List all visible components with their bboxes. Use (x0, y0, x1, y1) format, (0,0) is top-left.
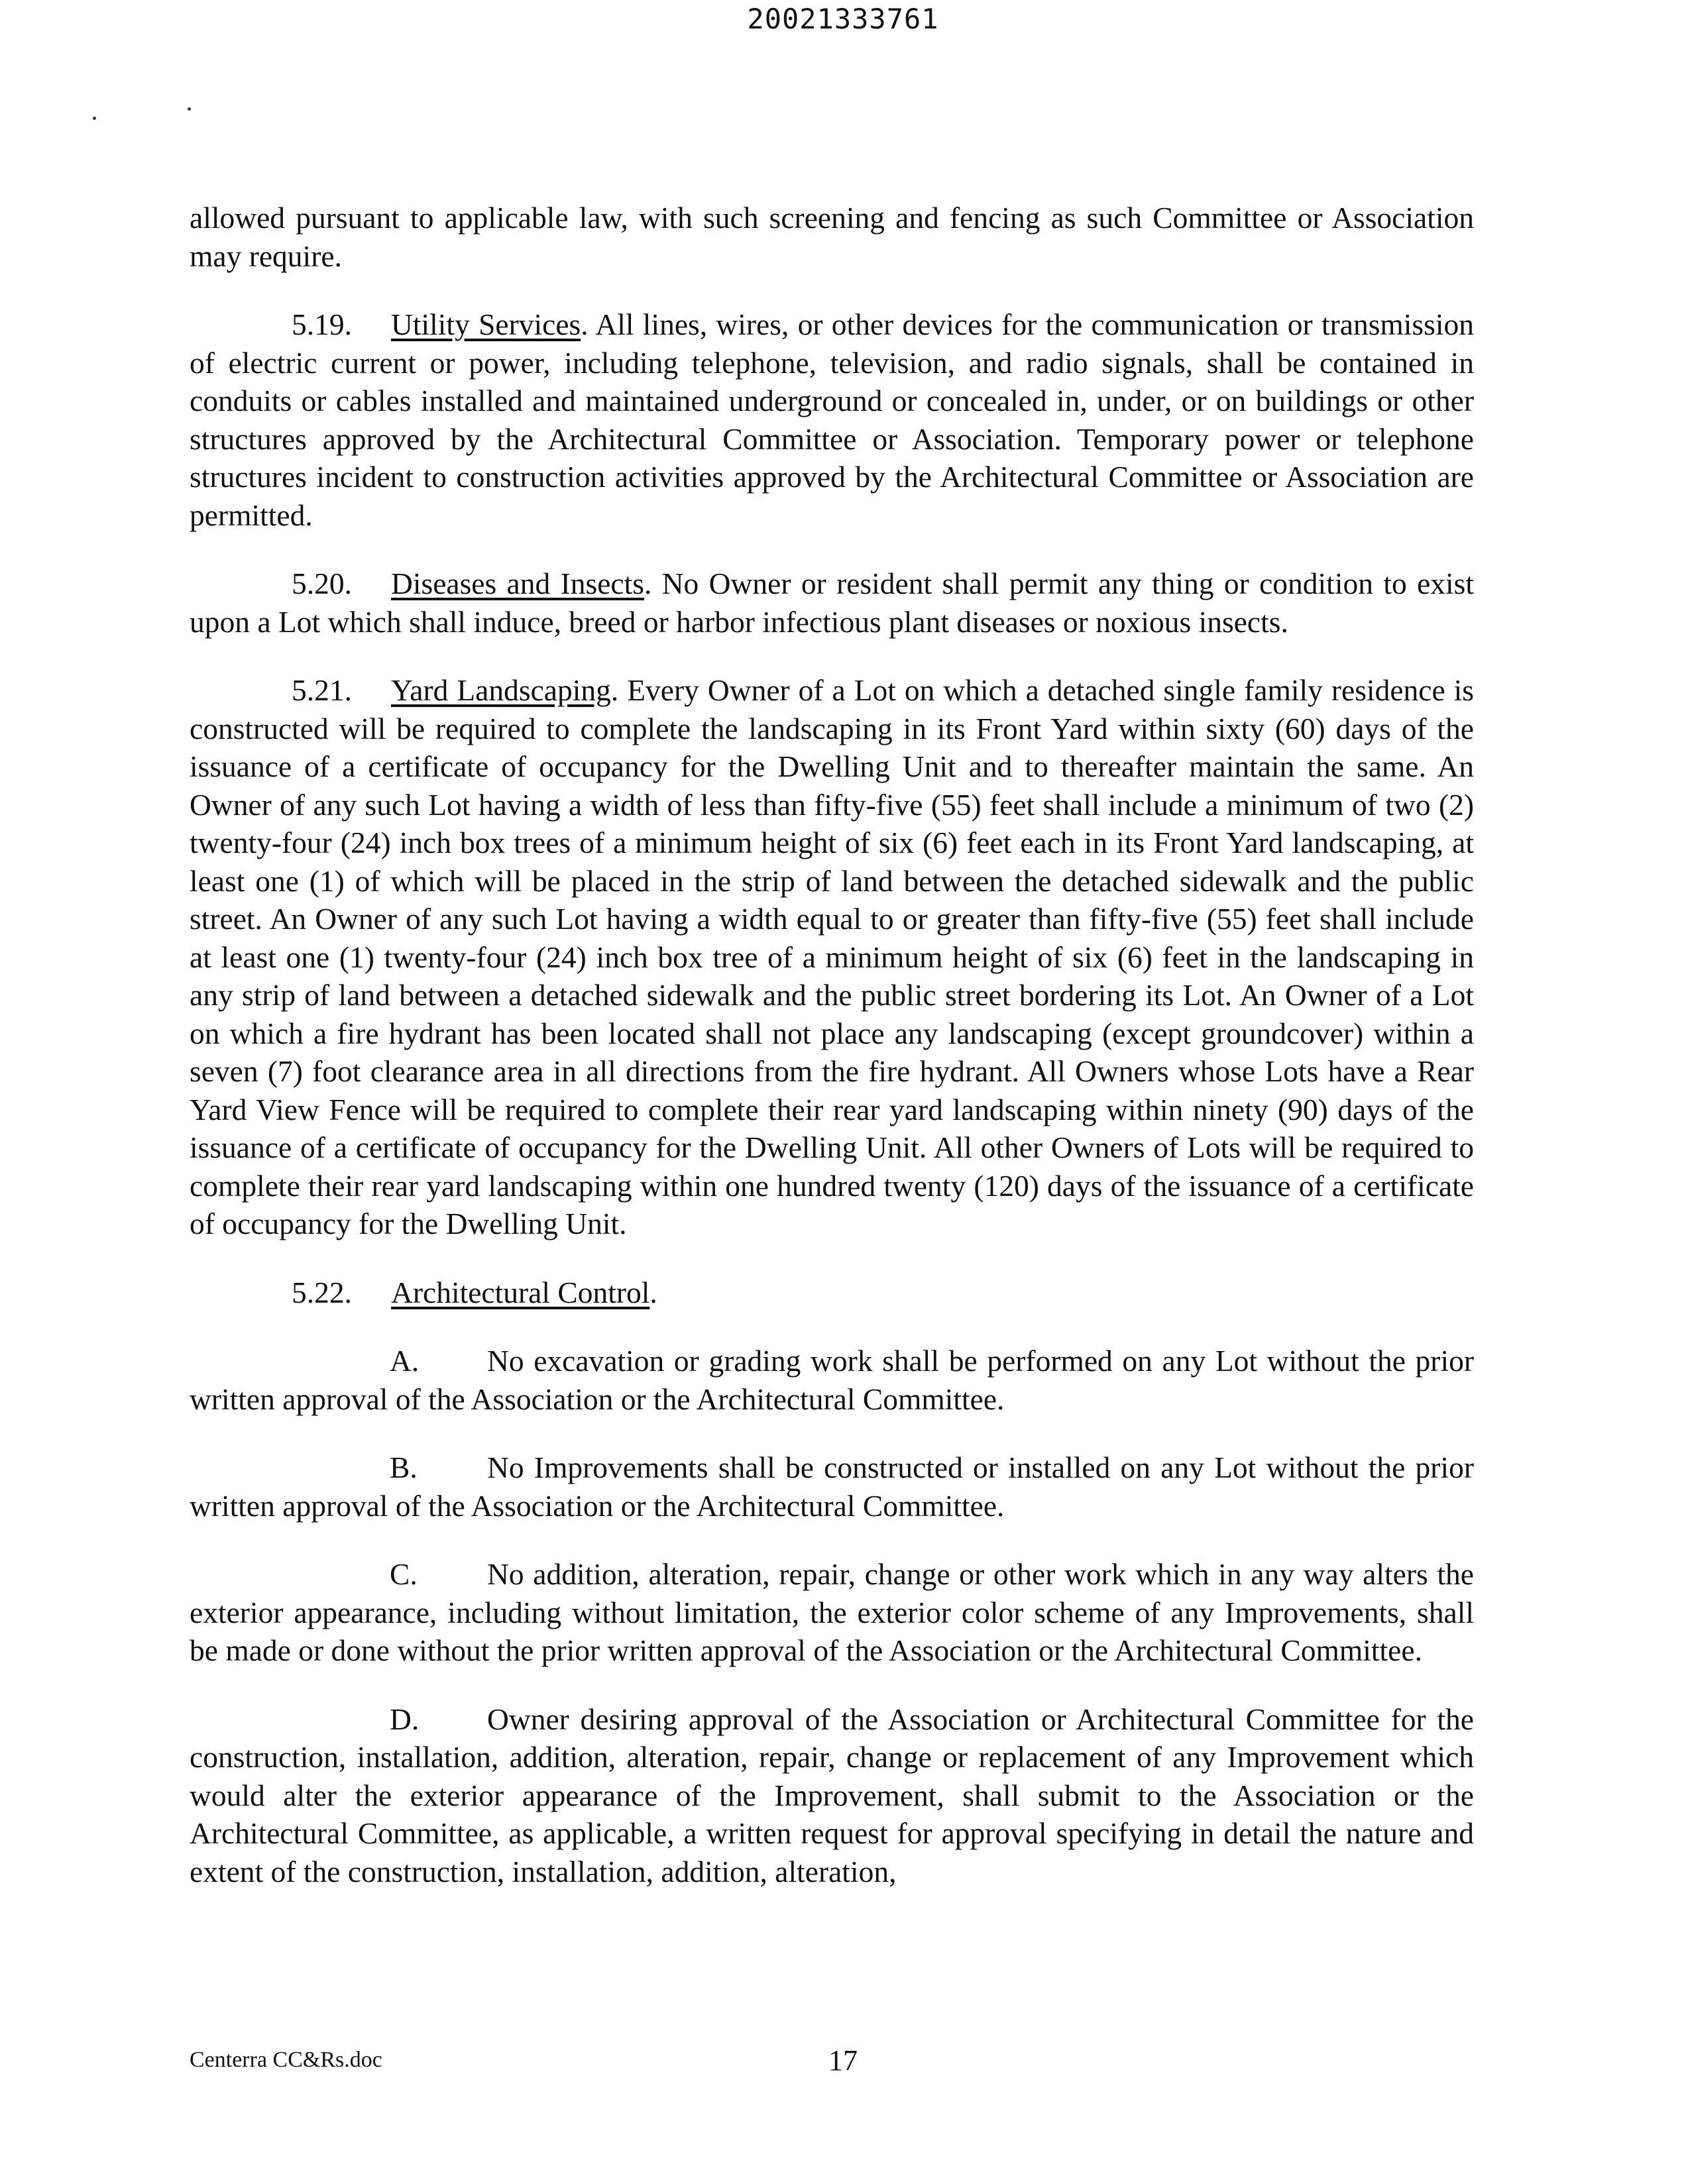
scan-speck (93, 117, 96, 120)
subsection-letter: C. (390, 1557, 418, 1591)
subsection-letter: A. (390, 1344, 420, 1378)
section-5-19 (190, 305, 1474, 534)
document-body (190, 199, 1474, 1921)
section-text: . (649, 1275, 657, 1309)
section-heading: Utility Services (391, 307, 581, 341)
section-5-22 (190, 1274, 1474, 1312)
section-number: 5.21. (292, 673, 352, 707)
section-heading: Architectural Control (391, 1275, 650, 1309)
section-number: 5.22. (292, 1275, 352, 1309)
subsection-text: Owner desiring approval of the Association or Architectural Committee for the construction, installation, addition, alteration, repair, change or replacement of any Improvement which would alter the exterior appearance of the Improvement, shall submit to the Association or the Architectural Committee, as applicable, a written request for approval specifying in detail the nature and extent of the construction, installation, addition, alteration, (190, 1702, 1474, 1888)
section-number: 5.19. (292, 307, 352, 341)
section-number: 5.20. (292, 567, 352, 600)
section-text: . All lines, wires, or other devices for the communication or transmission of electric current or power, including telephone, television, and radio signals, shall be contained in conduits or cables installed and maintained underground or concealed in, under, or on buildings or other structures approved by the Architectural Committee or Association. Temporary power or telephone structures incident to construction activities approved by the Architectural Committee or Association are permitted. (190, 307, 1474, 532)
section-text: . Every Owner of a Lot on which a detached single family residence is constructed will be required to complete the landscaping in its Front Yard within sixty (60) days of the issuance of a certificate of occupancy for the Dwelling Unit and to thereafter maintain the same. An Owner of any such Lot having a width of less than fifty-five (55) feet shall include a minimum of two (2) twenty-four (24) inch box trees of a minimum height of six (6) feet each in its Front Yard landscaping, at least one (1) of which will be placed in the strip of land between the detached sidewalk and the public street. An Owner of any such Lot having a width equal to or greater than fifty-five (55) feet shall include at least one (1) twenty-four (24) inch box tree of a minimum height of six (6) feet in the landscaping in any strip of land between a detached sidewalk and the public street bordering its Lot. An Owner of a Lot on which a fire hydrant has been located shall not place any landscaping (except groundcover) within a seven (7) foot clearance area in all directions from the fire hydrant. All Owners whose Lots have a Rear Yard View Fence will be required to complete their rear yard landscaping within ninety (90) days of the issuance of a certificate of occupancy for the Dwelling Unit. All other Owners of Lots will be required to complete their rear yard landscaping within one hundred twenty (120) days of the issuance of a certificate of occupancy for the Dwelling Unit. (190, 673, 1474, 1240)
subsection-d (190, 1700, 1474, 1891)
section-5-21 (190, 671, 1474, 1243)
subsection-letter: B. (390, 1450, 418, 1484)
subsection-letter: D. (390, 1702, 420, 1736)
section-heading: Diseases and Insects (391, 567, 644, 600)
section-heading: Yard Landscaping (391, 673, 611, 707)
section-5-20 (190, 565, 1474, 641)
subsection-text: No addition, alteration, repair, change or other work which in any way alters the exterior appearance, including without limitation, the exterior color scheme of any Improvements, shall be made or done without the prior written approval of the Association or the Architectural Committee. (190, 1557, 1474, 1667)
subsection-b (190, 1448, 1474, 1525)
section-text: . No Owner or resident shall permit any thing or condition to exist upon a Lot which shall induce, breed or harbor infectious plant diseases or noxious insects. (190, 567, 1475, 639)
page-number: 17 (828, 2044, 858, 2077)
subsection-a (190, 1342, 1474, 1418)
scan-speck (188, 107, 191, 111)
paragraph-continuation: allowed pursuant to applicable law, with such screening and fencing as such Committee or Association may require. (190, 201, 1474, 273)
subsection-text: No excavation or grading work shall be performed on any Lot without the prior written approval of the Association or the Architectural Committee. (190, 1344, 1474, 1416)
subsection-text: No Improvements shall be constructed or installed on any Lot without the prior written approval of the Association or the Architectural Committee. (190, 1450, 1474, 1523)
document-number: 20021333761 (747, 3, 939, 35)
subsection-c (190, 1555, 1474, 1670)
footer-filename: Centerra CC&Rs.doc (190, 2048, 382, 2072)
